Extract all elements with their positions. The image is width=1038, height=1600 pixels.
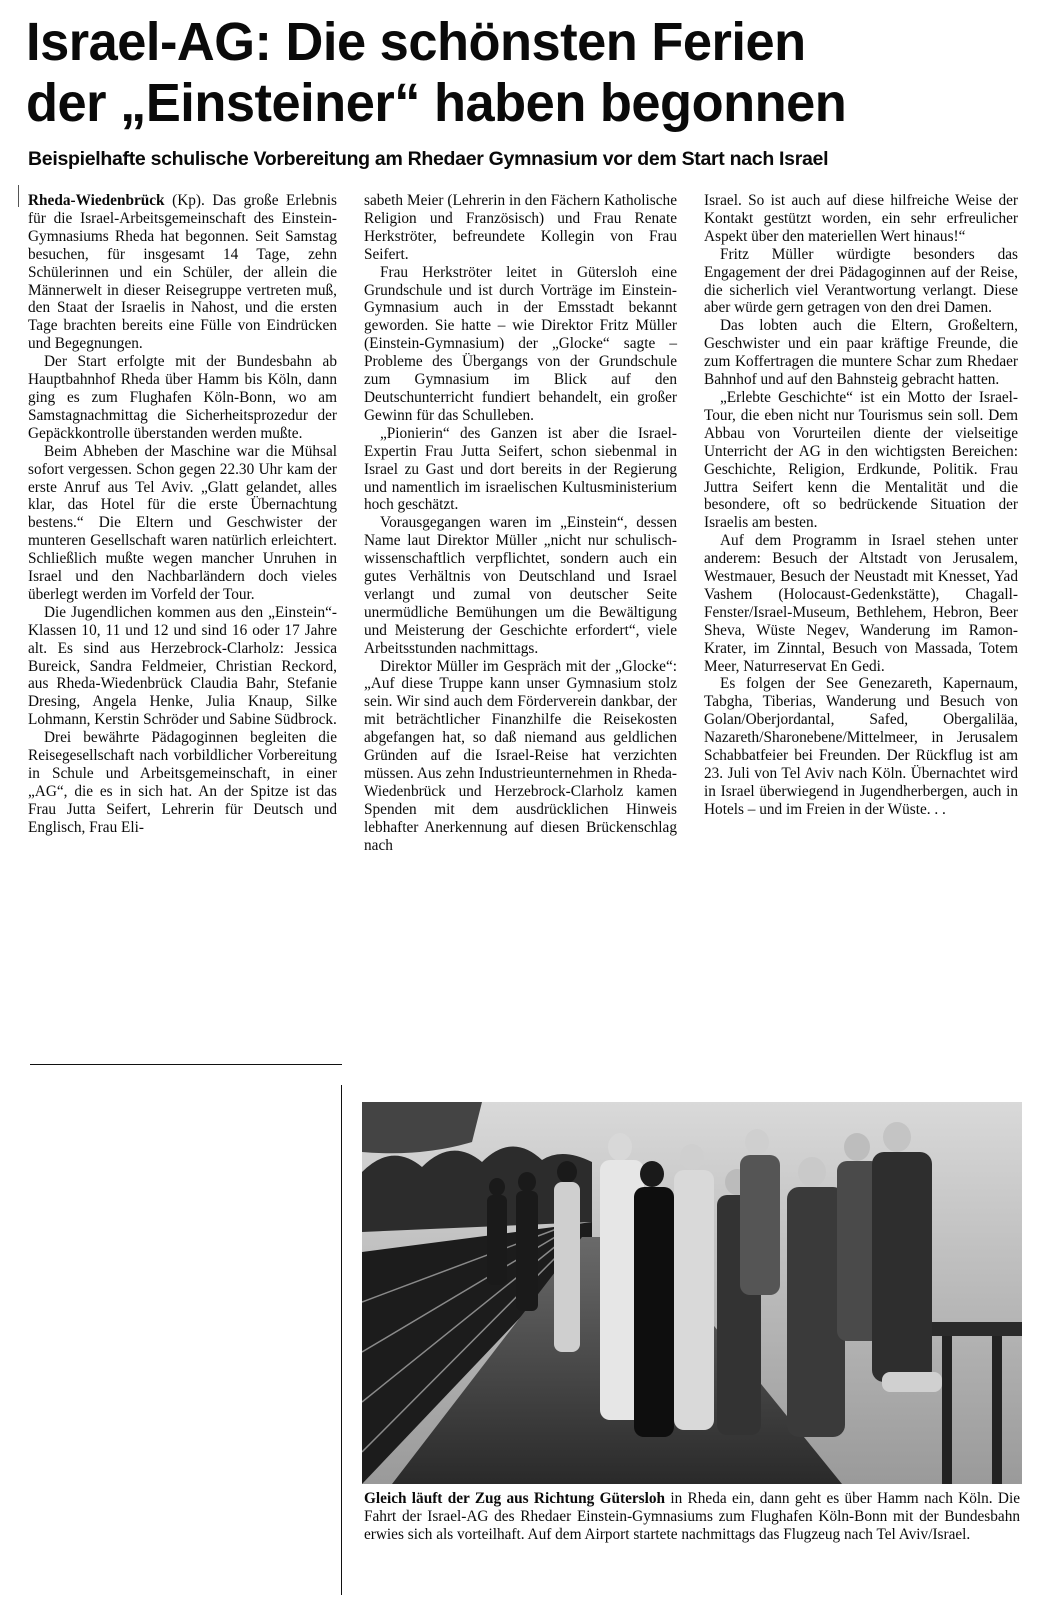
article-column-2 <box>364 192 677 855</box>
article-paragraph: Auf dem Programm in Israel stehen unter anderem: Besuch der Altstadt von Jerusalem, Westmauer, Besuch der Neustadt mit Knesset, Yad Vashem (Holocaust-Gedenkstätte), Chagall-Fenster/Israel-Museum, Bethlehem, Hebron, Beer Sheva, Wüste Negev, Wanderung im Ramon-Krater, im Zinntal, Besuch von Massada, Totem Meer, Naturreservat En Gedi. <box>704 532 1018 675</box>
article-paragraph: Direktor Müller im Gespräch mit der „Glocke“: „Auf diese Truppe kann unser Gymnasium stolz sein. Wir sind auch dem Förderverein dankbar, der mit beträchtlicher Finanzhilfe die Reisekosten abgefangen hat, so daß niemand aus geldlichen Gründen auf die Israel-Reise hat verzichten müssen. Aus zehn Industrieunternehmen in Rheda-Wiedenbrück und Herzebrock-Clarholz kamen Spenden mit dem ausdrücklichen Hinweis lebhafter Anerkennung auf diesen Brückenschlag nach <box>364 657 677 854</box>
photo-divider-rule <box>341 1085 342 1595</box>
article-paragraph: Israel. So ist auch auf diese hilfreiche Weise der Kontakt gestützt worden, ein sehr erfreulicher Aspekt über den materiellen Wert hinaus!“ <box>704 192 1018 245</box>
photo-caption-text: in Rheda ein, dann geht es über Hamm nach Köln. Die Fahrt der Israel-AG des Rhedaer Einstein-Gymnasiums zum Flughafen Köln-Bonn mit der Bundesbahn erwies sich als vorteilhaft. Auf dem Airport startete nachmittags das Flugzeug nach Tel Aviv/Israel. <box>364 1490 1020 1543</box>
headline <box>26 12 986 134</box>
article-paragraph: Beim Abheben der Maschine war die Mühsal sofort vergessen. Schon gegen 22.30 Uhr kam der erste Anruf aus Tel Aviv. „Glatt gelandet, alles klar, das Hotel für die erste Übernachtung bestens.“ Die Eltern und Geschwister der munteren Gesellschaft waren natürlich erleichtert. Schließlich mußte wegen mancher Unruhen in Israel und den Nachbarländern doch vieles überlegt werden im Vorfeld der Tour. <box>28 442 337 603</box>
group-photo-train-platform <box>362 1102 1022 1484</box>
photo-illustration <box>362 1102 1022 1484</box>
article-paragraph: Das lobten auch die Eltern, Großeltern, Geschwister und ein paar kräftige Freunde, die zum Koffertragen die muntere Schar zum Rhedaer Bahnhof und auf den Bahnsteig gebracht hatten. <box>704 317 1018 389</box>
article-paragraph: „Pionierin“ des Ganzen ist aber die Israel-Expertin Frau Jutta Seifert, schon siebenmal in Israel zu Gast und dort bereits in der Regierung und namentlich im israelischen Kultusministerium hoch geschätzt. <box>364 424 677 514</box>
article-paragraph: „Erlebte Geschichte“ ist ein Motto der Israel-Tour, die eben nicht nur Tourismus sein soll. Dem Abbau von Vorurteilen diente der vielseitige Unterricht der AG in den wichtigsten Bereichen: Geschichte, Religion, Erdkunde, Politik. Frau Juttra Seifert kenn die Mentalität und die besondere, oft so bedrückende Situation der Israelis am besten. <box>704 388 1018 532</box>
article-paragraph: Frau Herkströter leitet in Gütersloh eine Grundschule und ist durch Vorträge im Einstein-Gymnasium auch in der Emsstadt bekannt geworden. Sie hatte – wie Direktor Fritz Müller (Einstein-Gymnasium) der „Glocke“ sagte – Probleme des Übergangs von der Grundschule zum Gymnasium im Blick auf den Deutschunterricht fundiert behandelt, ein großer Gewinn für das Schulleben. <box>364 263 677 424</box>
article-paragraph: Der Start erfolgte mit der Bundesbahn ab Hauptbahnhof Rheda über Hamm bis Köln, dann ging es zum Flughafen Köln-Bonn, wo am Samstagnachmittag die Sicherheitsprozedur der Gepäckkontrolle überstanden werden mußte. <box>28 353 337 442</box>
article-paragraph: Vorausgegangen waren im „Einstein“, dessen Name laut Direktor Müller „nicht nur schulisch-wissenschaftlich verpflichtet, sondern auch ein gutes Verhältnis von Deutschland und Israel verlangt und zumal von deutscher Seite unermüdliche Bemühungen um die Bewältigung und Meisterung der Geschichte erfordert“, viele Arbeitsstunden nachmittags. <box>364 514 677 657</box>
photo-caption-lead: Gleich läuft der Zug aus Richtung Gütersloh <box>364 1490 666 1507</box>
article-paragraph: Drei bewährte Pädagoginnen begleiten die Reisegesellschaft nach vorbildlicher Vorbereitung in Schule und Arbeitsgemeinschaft, in einer „AG“, die es in sich hat. An der Spitze ist das Frau Jutta Seifert, Lehrerin für Deutsch und Englisch, Frau Eli- <box>28 729 337 836</box>
dateline: Rheda-Wiedenbrück <box>28 192 165 209</box>
article-paragraph: Es folgen der See Genezareth, Kapernaum, Tabgha, Tiberias, Wanderung und Besuch von Golan/Oberjordantal, Safed, Obergaliläa, Nazareth/Sharonebene/Mittelmeer, in Jerusalem Schabbatfeier bei Freunden. Der Rückflug ist am 23. Juli von Tel Aviv nach Köln. Übernachtet wird in Israel überwiegend in Jugendherbergen, auch in Hotels – und im Freien in der Wüste. . . <box>704 675 1018 818</box>
article-paragraph: sabeth Meier (Lehrerin in den Fächern Katholische Religion und Französisch) und Frau Renate Herkströter, befreundete Kollegin von Frau Seifert. <box>364 192 677 263</box>
photo-caption <box>364 1490 1020 1544</box>
article-column-1 <box>28 192 337 837</box>
headline-line-1: Israel-AG: Die schönsten Ferien <box>26 12 806 72</box>
article-column-3 <box>704 192 1018 819</box>
column-rule <box>18 185 19 207</box>
subheadline: Beispielhafte schulische Vorbereitung am Rhedaer Gymnasium vor dem Start nach Israel <box>28 148 829 170</box>
headline-line-2: der „Einsteiner“ haben begonnen <box>26 73 847 133</box>
article-paragraph: Fritz Müller würdigte besonders das Engagement der drei Pädagoginnen auf der Reise, die sicherlich viel Verantwortung verlangt. Diese aber würde gern getragen von den drei Damen. <box>704 245 1018 317</box>
article-paragraph: Rheda-Wiedenbrück (Kp). Das große Erlebnis für die Israel-Arbeitsgemeinschaft des Einstein-Gymnasiums Rheda hat begonnen. Seit Samstag besuchen, für insgesamt 14 Tage, zehn Schülerinnen und ein Schüler, der allein die Männerwelt in dieser Reisegruppe vertreten muß, den Staat der Israelis in Nahost, und die ersten Tage brachten bereits eine Fülle von Eindrücken und Begegnungen. <box>28 192 337 353</box>
article-paragraph: Die Jugendlichen kommen aus den „Einstein“-Klassen 10, 11 und 12 und sind 16 oder 17 Jahre alt. Es sind aus Herzebrock-Clarholz: Jessica Bureick, Sandra Feldmeier, Christian Reckord, aus Rheda-Wiedenbrück Claudia Bahr, Stefanie Dresing, Angela Henke, Julia Knaup, Silke Lohmann, Kerstin Schröder und Sabine Südbrock. <box>28 603 337 729</box>
column-end-rule <box>30 1064 342 1065</box>
